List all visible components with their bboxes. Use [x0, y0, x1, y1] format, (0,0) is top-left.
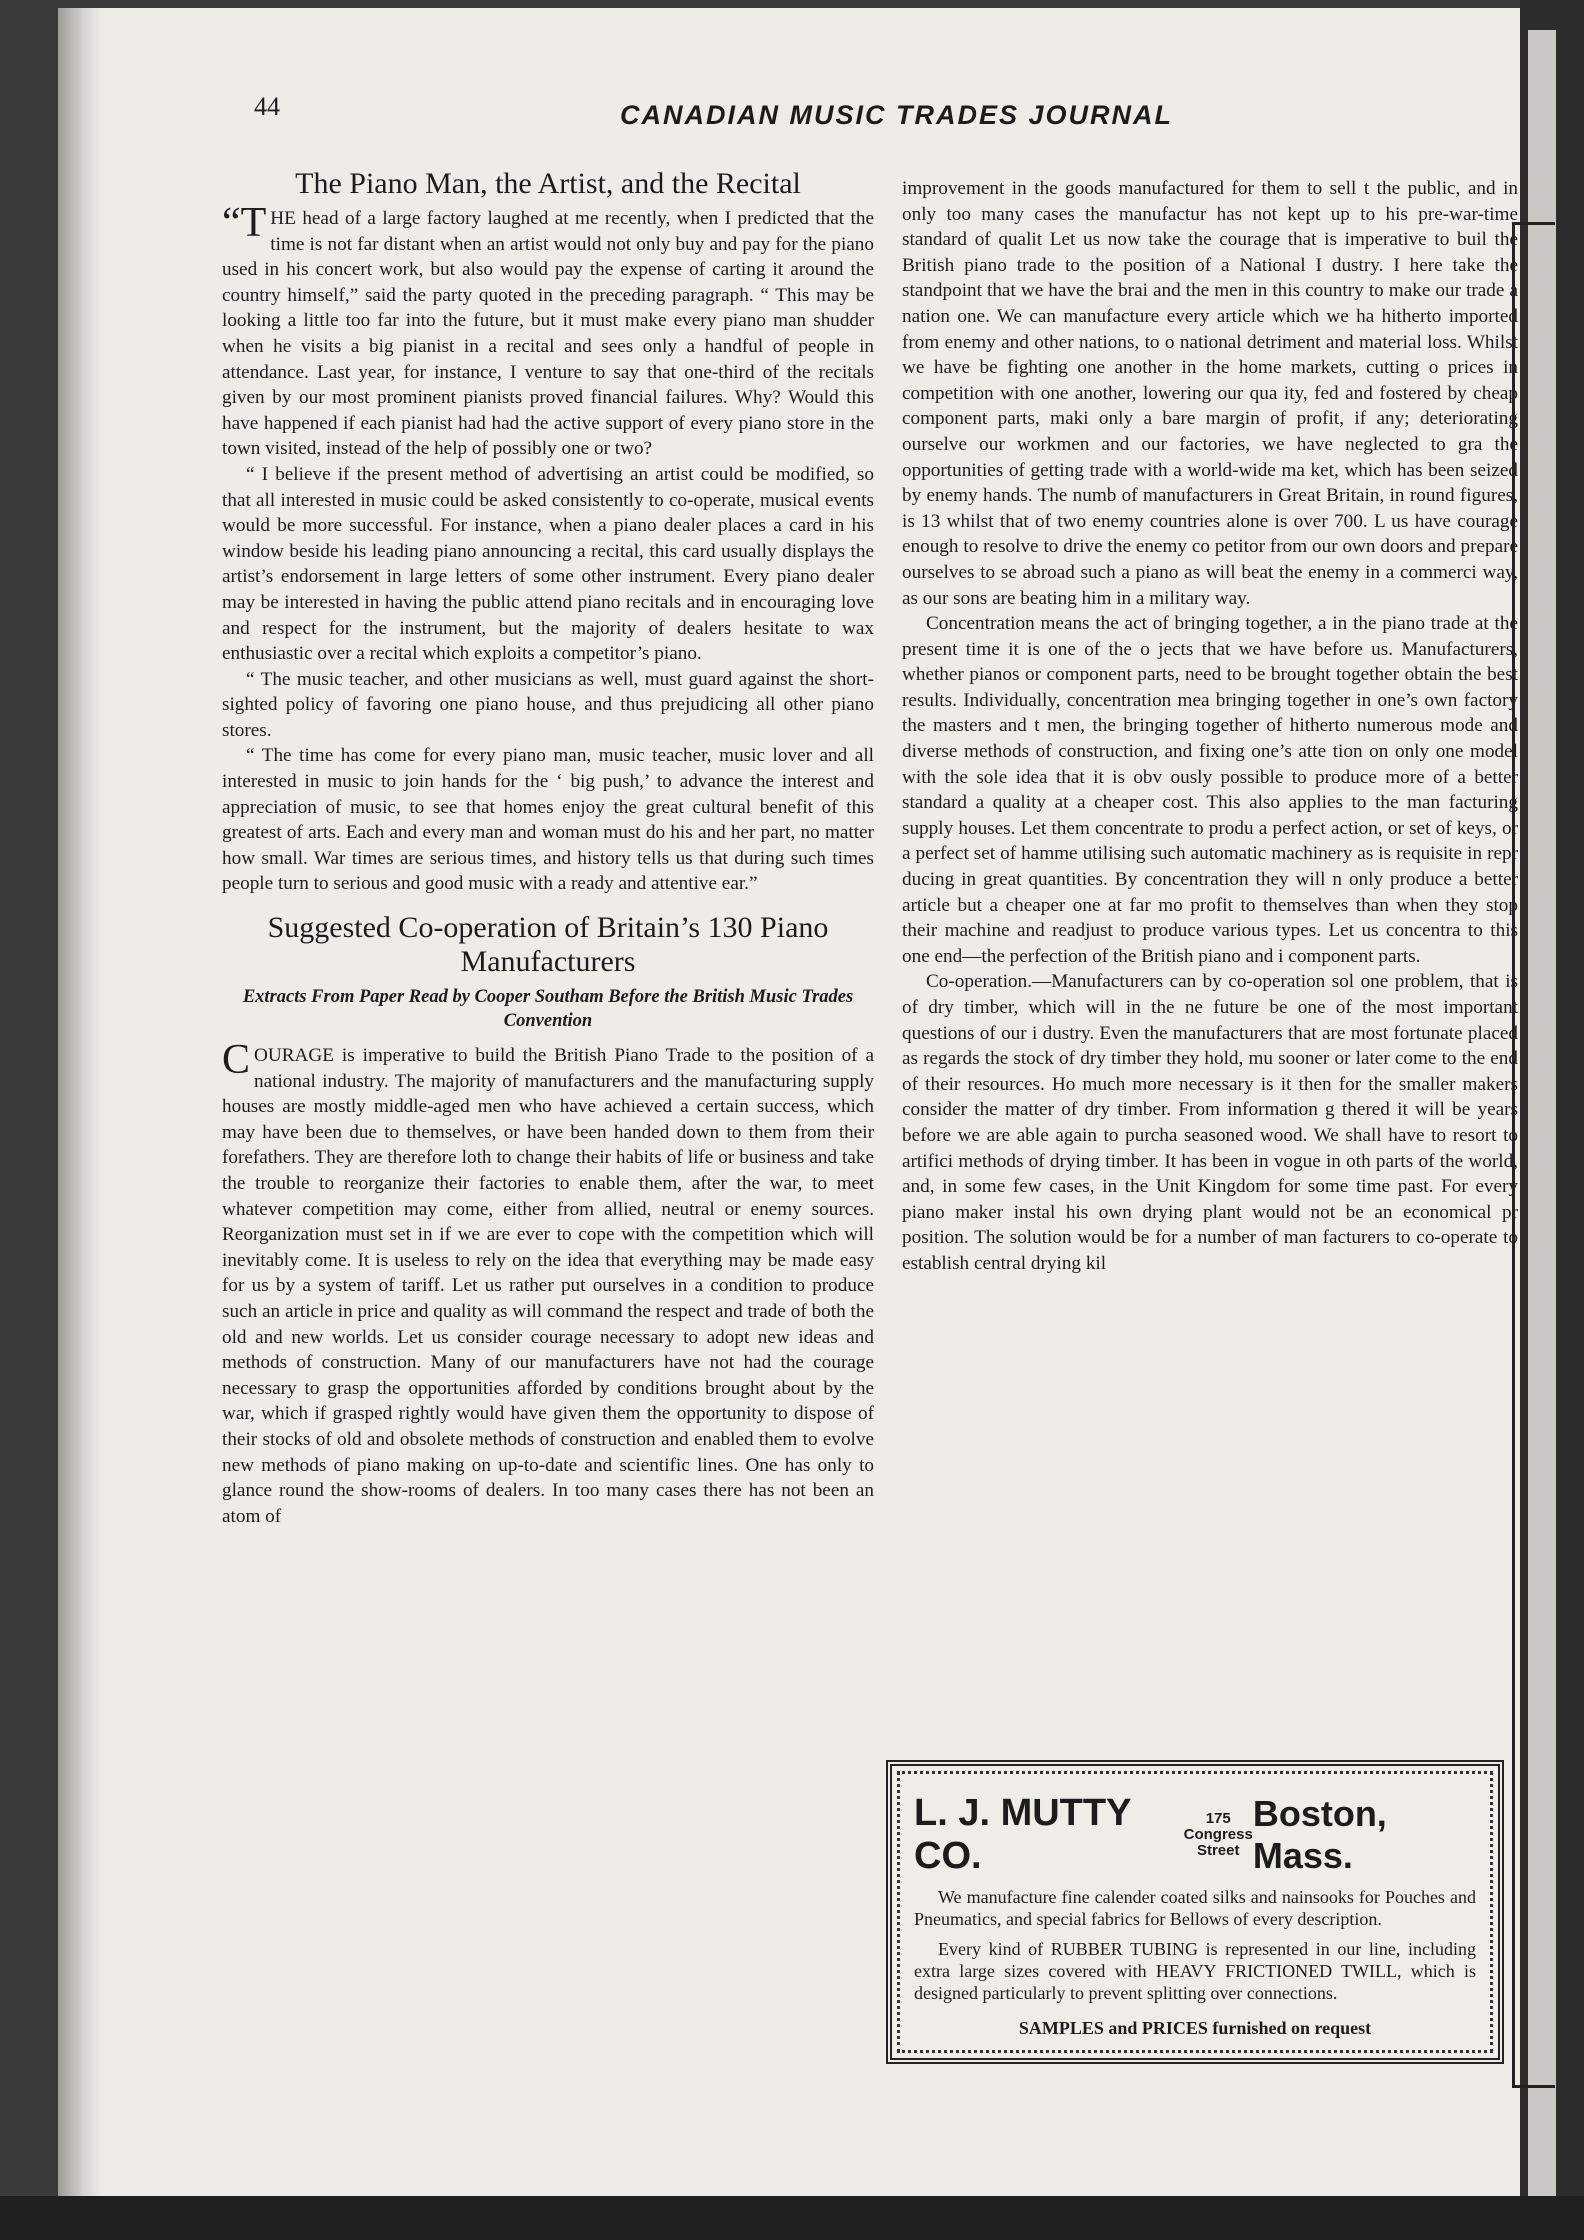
binding-gutter	[58, 8, 102, 2208]
right-column	[902, 176, 1518, 1751]
article2-paragraph-1	[222, 1037, 874, 1529]
ad-paragraph-1: We manufacture fine calender coated silks and nainsooks for Pouches and Pneumatics, and special fabrics for Bellows of every description.	[914, 1887, 1476, 1929]
article-title-cooperation: Suggested Co-operation of Britain’s 130 Piano Manufacturers	[267, 911, 829, 979]
ad-header	[914, 1792, 1476, 1878]
article2-paragraph-1-text: OURAGE is imperative to build the British Piano Trade to the position of a national industry. The majority of manufacturers and the manufacturing supply houses are mostly middle-aged men who have achieved a certain success, which may have been due to themselves, or have been handed down to them from their forefathers. They are therefore loth to change their habits of life or business and take the trouble to reorganize their factories to enable them, after the war, to meet whatever competition may come, either from allied, neutral or enemy sources. Reorganization must set in if we are ever to cope with the competition which will inevitably come. It is useless to rely on the idea that everything may be made easy for us by a system of tariff. Let us rather put ourselves in a condition to produce such an article in price and quality as will command the respect and trade of both the old and new worlds. Let us consider courage necessary to adopt new ideas and methods of construction. Many of our manufacturers have not had the courage necessary to grasp the opportunities afforded by conditions brought about by the war, which if grasped rightly would have given them the opportunity to dispose of their stocks of old and obsolete methods of construction and enabled them to evolve new methods of piano making on up-to-date and scientific lines. One has only to glance round the show-rooms of dealers. In too many cases there has not been an atom of	[222, 1045, 874, 1527]
mutty-advertisement	[886, 1760, 1504, 2064]
journal-title: CANADIAN MUSIC TRADES JOURNAL	[620, 100, 1174, 130]
page-number: 44	[254, 92, 280, 121]
ad-street-number: 175	[1205, 1810, 1231, 1827]
drop-cap-t: “T	[222, 200, 267, 246]
ad-company-name: L. J. MUTTY CO.	[914, 1792, 1131, 1877]
article-title-recital: The Piano Man, the Artist, and the Recital	[295, 167, 801, 200]
article2-continued-paragraph-1: improvement in the goods manufactured for them to sell t the public, and in only too many cases the manufactur has not kept up to his pre-war-time standard of qualit Let us now take the courage that is imperative to buil the British piano trade to the position of a National I dustry. I here take the standpoint that we have the brai and the men in this country to make our trade a nation one. We can manufacture every article which we ha hitherto imported from enemy and other nations, to o national detriment and material loss. Whilst we have be fighting one another in the home markets, cutting o prices in competition with one another, lowering our qua ity, fed and fostered by cheap component parts, maki only a bare margin of profit, if any; deteriorating ourselve our workmen and our factories, we have neglected to gra the opportunities of getting trade with a world-wide ma ket, which has been seized by enemy hands. The numb of manufacturers in Great Britain, in round figures, is 13 whilst that of two enemy countries alone is over 700. L us have courage enough to resolve to drive the enemy co petitor from our own doors and prepare ourselves to se abroad such a piano as will beat the enemy in a commerci way, as our sons are beating him in a military way.	[902, 178, 1518, 609]
article1-paragraph-1	[222, 200, 874, 462]
article2-continued-paragraph-3: Co-operation.—Manufacturers can by co-operation sol one problem, that is of dry timber, which will in the ne future be one of the most important questions of our i dustry. Even the manufacturers that are most fortunate placed as regards the stock of dry timber they hold, mu sooner or later come to the end of their resources. Ho much more necessary is it then for the smaller makers consider the matter of dry timber. From information g thered it will be years before we are able again to purcha seasoned wood. We shall have to resort to artifici methods of drying timber. It has been in vogue in oth parts of the world, and, in some few cases, in the Unit Kingdom for some time past. For every piano maker instal his own drying plant would not be an economical pr position. The solution would be for a number of man facturers to co-operate to establish central drying kil	[902, 971, 1518, 1274]
article1-paragraph-1-text: HE head of a large factory laughed at me recently, when I predicted that the time is not far distant when an artist would not only buy and pay for the piano used in his concert work, but also would pay the expense of carting it around the country himself,” said the party quoted in the preceding paragraph. “ This may be looking a little too far into the future, but it must make every piano man shudder when he visits a big pianist in a recital and sees only a handful of people in attendance. Last year, for instance, I venture to say that one-third of the recitals given by our most prominent pianists proved financial failures. Why? Would this have happened if each pianist had had the active support of every piano store in the town visited, instead of the help of possibly one or two?	[222, 208, 874, 460]
drop-cap-c: C	[222, 1037, 251, 1084]
ad-street-address	[1184, 1811, 1253, 1859]
article1-paragraph-3: “ The music teacher, and other musicians as well, must guard against the short-sighted policy of favoring one piano house, and thus prejudicing all other piano stores.	[222, 668, 874, 741]
adjacent-ad-border	[1512, 222, 1555, 2088]
ad-paragraph-2: Every kind of RUBBER TUBING is represented in our line, including extra large sizes covered with HEAVY FRICTIONED TWILL, which is designed particularly to prevent splitting over connections.	[914, 1939, 1476, 2003]
article1-paragraph-2: “ I believe if the present method of advertising an artist could be modified, so that all interested in music could be asked consistently to co-operate, musical events would be more successful. For instance, when a piano dealer places a card in his window beside his leading piano announcing a recital, this card usually displays the artist’s endorsement in large letters of some other instrument. Every piano dealer may be interested in having the public attend piano recitals and in encouraging love and respect for the instrument, but the majority of dealers hesitate to wax enthusiastic over a recital which exploits a competitor’s piano.	[222, 463, 874, 665]
scan-bottom-edge	[0, 2196, 1584, 2240]
ad-footer: SAMPLES and PRICES furnished on request	[1018, 2018, 1372, 2038]
ad-city: Boston, Mass.	[1252, 1793, 1387, 1876]
article1-paragraph-4: “ The time has come for every piano man, music teacher, music lover and all interested in music to join hands for the ‘ big push,’ to advance the interest and appreciation of music, to see that homes enjoy the great cultural benefit of this greatest of arts. Each and every man and woman must do his and her part, no matter how small. War times are serious times, and history tells us that during such times people turn to serious and good music with a ready and attentive ear.”	[222, 745, 874, 895]
left-column	[222, 166, 874, 1529]
ad-street-line1: Congress	[1183, 1826, 1253, 1843]
ad-street-line2: Street	[1196, 1842, 1240, 1859]
article2-continued-paragraph-2: Concentration means the act of bringing together, a in the piano trade at the present time it is one of the o jects that we have before us. Manufacturers, whether pianos or component parts, need to be brought together obtain the best results. Individually, concentration mea bringing together in one’s own factory the masters and t men, the bringing together of hitherto numerous mode and diverse methods of construction, and fixing one’s atte tion on only one model with the sole idea that it is obv ously possible to produce more of a better standard a quality at a cheaper cost. This also applies to the man facturing supply houses. Let them concentrate to produ a perfect action, or set of keys, or a perfect set of hamme utilising such automatic machinery as is requisite in repr ducing in great quantities. By concentration they will n only produce a better article but a cheaper one at far mo profit to themselves than when they stop their machine and readjust to produce various types. Let us concentra to this one end—the perfection of the British piano and i component parts.	[902, 613, 1518, 967]
article-subtitle: Extracts From Paper Read by Cooper Southam Before the British Music Trades Convention	[242, 987, 854, 1032]
